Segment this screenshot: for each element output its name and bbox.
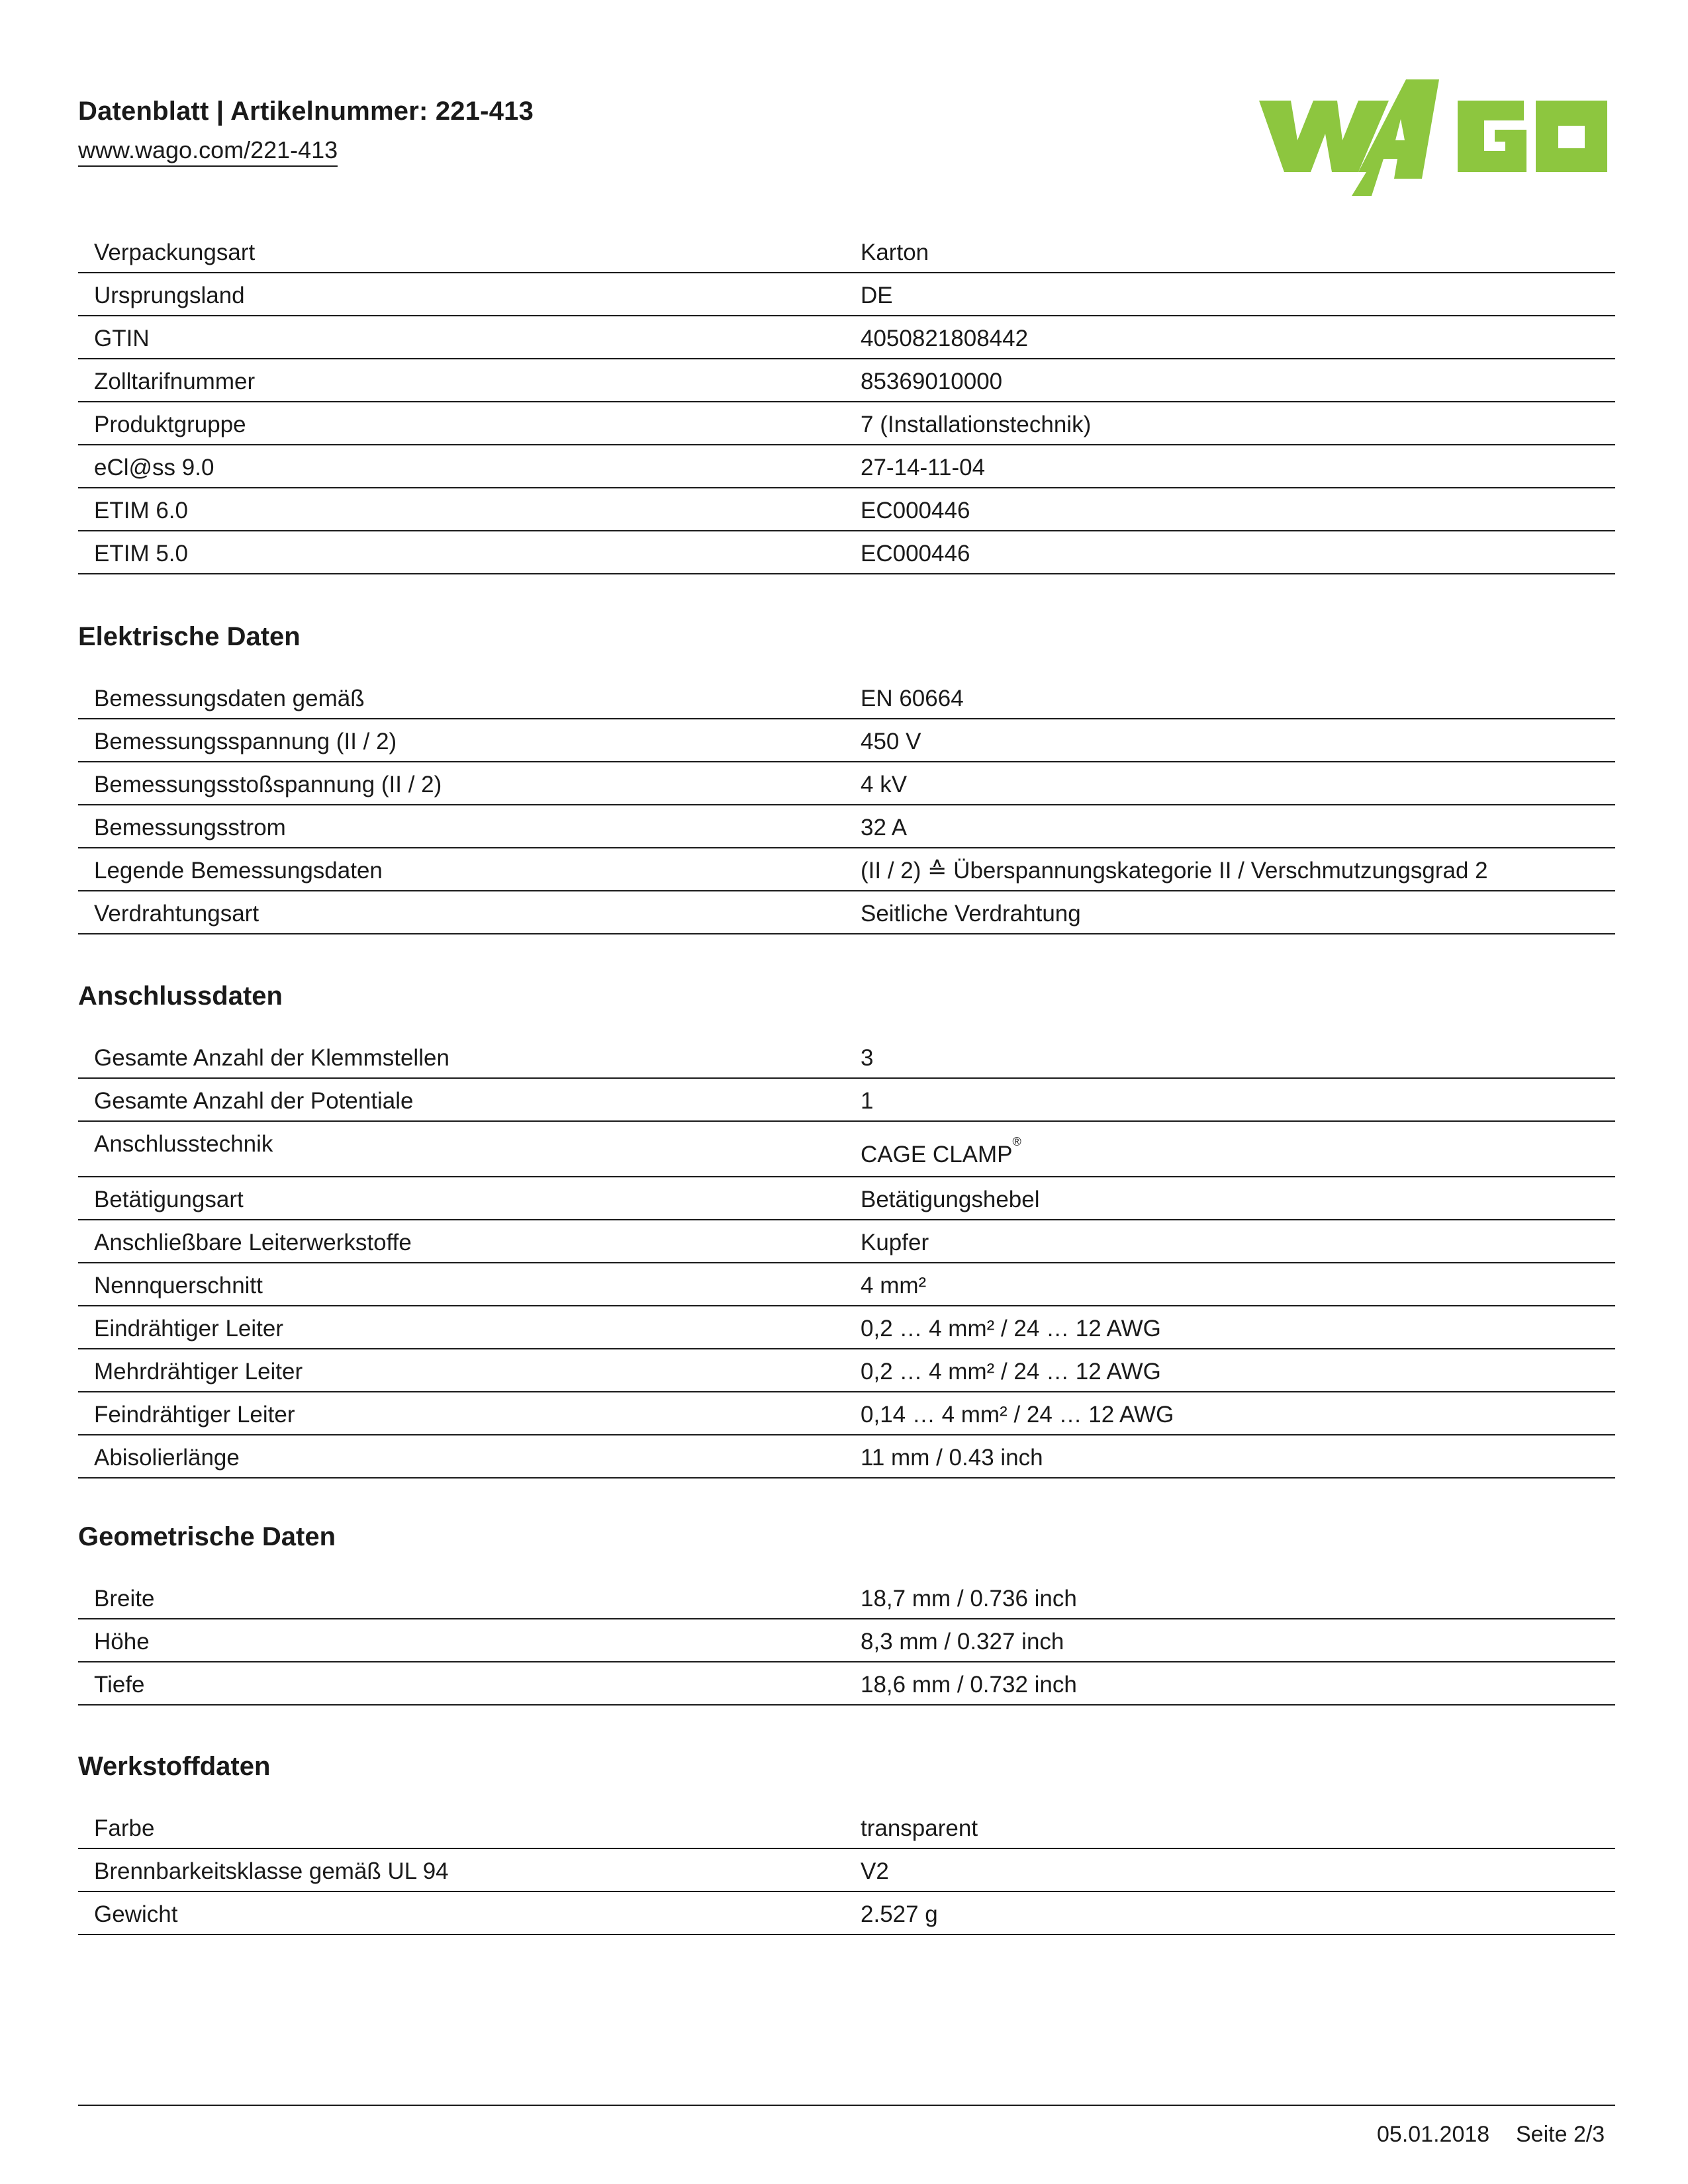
table-row	[78, 676, 1615, 719]
row-value: 32 A	[861, 815, 908, 841]
table-row	[78, 1662, 1615, 1706]
row-label: Gesamte Anzahl der Potentiale	[94, 1088, 414, 1114]
row-label: Tiefe	[94, 1672, 145, 1698]
row-value: DE	[861, 283, 893, 308]
row-value: EC000446	[861, 498, 970, 523]
row-label: Brennbarkeitsklasse gemäß UL 94	[94, 1858, 449, 1884]
table-row	[78, 1349, 1615, 1392]
table-row	[78, 848, 1615, 891]
table-row	[78, 445, 1615, 488]
row-label: Bemessungsstrom	[94, 815, 286, 841]
connection-table	[78, 1036, 1615, 1479]
row-value: transparent	[861, 1815, 978, 1841]
electrical-table	[78, 676, 1615, 934]
page-title: Datenblatt | Artikelnummer: 221-413	[78, 97, 534, 126]
row-label: Anschließbare Leiterwerkstoffe	[94, 1230, 412, 1255]
row-label: Zolltarifnummer	[94, 369, 256, 394]
section-title-geometry: Geometrische Daten	[78, 1522, 336, 1551]
row-label: Eindrähtiger Leiter	[94, 1316, 283, 1342]
table-row	[78, 1392, 1615, 1435]
table-row	[78, 1849, 1615, 1892]
footer-page-number: Seite 2/3	[1516, 2122, 1605, 2147]
row-label: Produktgruppe	[94, 412, 246, 437]
table-row	[78, 805, 1615, 848]
row-value: 3	[861, 1045, 874, 1071]
row-label: Verpackungsart	[94, 240, 256, 265]
row-value: 4050821808442	[861, 326, 1029, 351]
row-value: 2.527 g	[861, 1901, 938, 1927]
table-row	[78, 230, 1615, 273]
table-row	[78, 1122, 1615, 1177]
row-label: Bemessungsstoßspannung (II / 2)	[94, 772, 442, 797]
wago-logo	[1259, 79, 1607, 196]
row-value: 4 mm²	[861, 1273, 927, 1298]
table-row	[78, 1220, 1615, 1263]
row-label: Feindrähtiger Leiter	[94, 1402, 295, 1428]
row-value	[861, 1135, 1021, 1168]
row-value: 27-14-11-04	[861, 455, 986, 480]
row-value: EC000446	[861, 541, 970, 567]
row-value: 18,6 mm / 0.732 inch	[861, 1672, 1077, 1698]
row-label: ETIM 5.0	[94, 541, 188, 567]
row-value: 85369010000	[861, 369, 1003, 394]
table-row	[78, 1435, 1615, 1479]
product-url-link[interactable]: www.wago.com/221-413	[78, 136, 338, 167]
row-value: 4 kV	[861, 772, 908, 797]
row-label: Breite	[94, 1586, 155, 1612]
row-value: Kupfer	[861, 1230, 929, 1255]
table-row	[78, 1892, 1615, 1935]
table-row	[78, 1619, 1615, 1662]
geometry-table	[78, 1576, 1615, 1706]
row-value: Karton	[861, 240, 929, 265]
row-label: Mehrdrähtiger Leiter	[94, 1359, 303, 1385]
table-row	[78, 359, 1615, 402]
table-row	[78, 1806, 1615, 1849]
row-label: Verdrahtungsart	[94, 901, 259, 927]
row-label: Bemessungsdaten gemäß	[94, 686, 365, 711]
row-label: Gewicht	[94, 1901, 178, 1927]
table-row	[78, 1036, 1615, 1079]
table-row	[78, 1306, 1615, 1349]
general-table	[78, 230, 1615, 574]
row-label: Höhe	[94, 1629, 150, 1655]
section-title-material: Werkstoffdaten	[78, 1752, 271, 1781]
row-label: ETIM 6.0	[94, 498, 188, 523]
table-row	[78, 891, 1615, 934]
row-value: Betätigungshebel	[861, 1187, 1040, 1212]
row-value: 0,14 … 4 mm² / 24 … 12 AWG	[861, 1402, 1174, 1428]
row-label: Gesamte Anzahl der Klemmstellen	[94, 1045, 449, 1071]
row-value: Seitliche Verdrahtung	[861, 901, 1081, 927]
footer-divider	[78, 2105, 1615, 2106]
row-label: GTIN	[94, 326, 150, 351]
row-value: 8,3 mm / 0.327 inch	[861, 1629, 1064, 1655]
row-value: 18,7 mm / 0.736 inch	[861, 1586, 1077, 1612]
row-label: eCl@ss 9.0	[94, 455, 214, 480]
row-label: Ursprungsland	[94, 283, 245, 308]
section-title-connection: Anschlussdaten	[78, 981, 283, 1011]
row-value: 1	[861, 1088, 874, 1114]
table-row	[78, 1263, 1615, 1306]
row-value: EN 60664	[861, 686, 964, 711]
row-value: V2	[861, 1858, 889, 1884]
row-label: Bemessungsspannung (II / 2)	[94, 729, 397, 754]
row-label: Legende Bemessungsdaten	[94, 858, 383, 884]
row-value: (II / 2) ≙ Überspannungskategorie II / Verschmutzungsgrad 2	[861, 858, 1488, 884]
table-row	[78, 273, 1615, 316]
table-row	[78, 719, 1615, 762]
row-label: Anschlusstechnik	[94, 1131, 273, 1157]
table-row	[78, 316, 1615, 359]
section-title-electrical: Elektrische Daten	[78, 622, 301, 651]
table-row	[78, 488, 1615, 531]
connection-technique-value: CAGE CLAMP	[861, 1142, 1013, 1167]
row-label: Farbe	[94, 1815, 155, 1841]
table-row	[78, 1079, 1615, 1122]
registered-mark: ®	[1012, 1135, 1021, 1148]
table-row	[78, 1177, 1615, 1220]
table-row	[78, 531, 1615, 574]
row-label: Nennquerschnitt	[94, 1273, 263, 1298]
row-value: 0,2 … 4 mm² / 24 … 12 AWG	[861, 1316, 1161, 1342]
table-row	[78, 402, 1615, 445]
table-row	[78, 762, 1615, 805]
row-value: 7 (Installationstechnik)	[861, 412, 1092, 437]
material-table	[78, 1806, 1615, 1935]
footer-date: 05.01.2018	[1377, 2122, 1490, 2147]
row-label: Betätigungsart	[94, 1187, 244, 1212]
row-value: 450 V	[861, 729, 921, 754]
row-label: Abisolierlänge	[94, 1445, 240, 1471]
row-value: 11 mm / 0.43 inch	[861, 1445, 1043, 1471]
row-value: 0,2 … 4 mm² / 24 … 12 AWG	[861, 1359, 1161, 1385]
table-row	[78, 1576, 1615, 1619]
